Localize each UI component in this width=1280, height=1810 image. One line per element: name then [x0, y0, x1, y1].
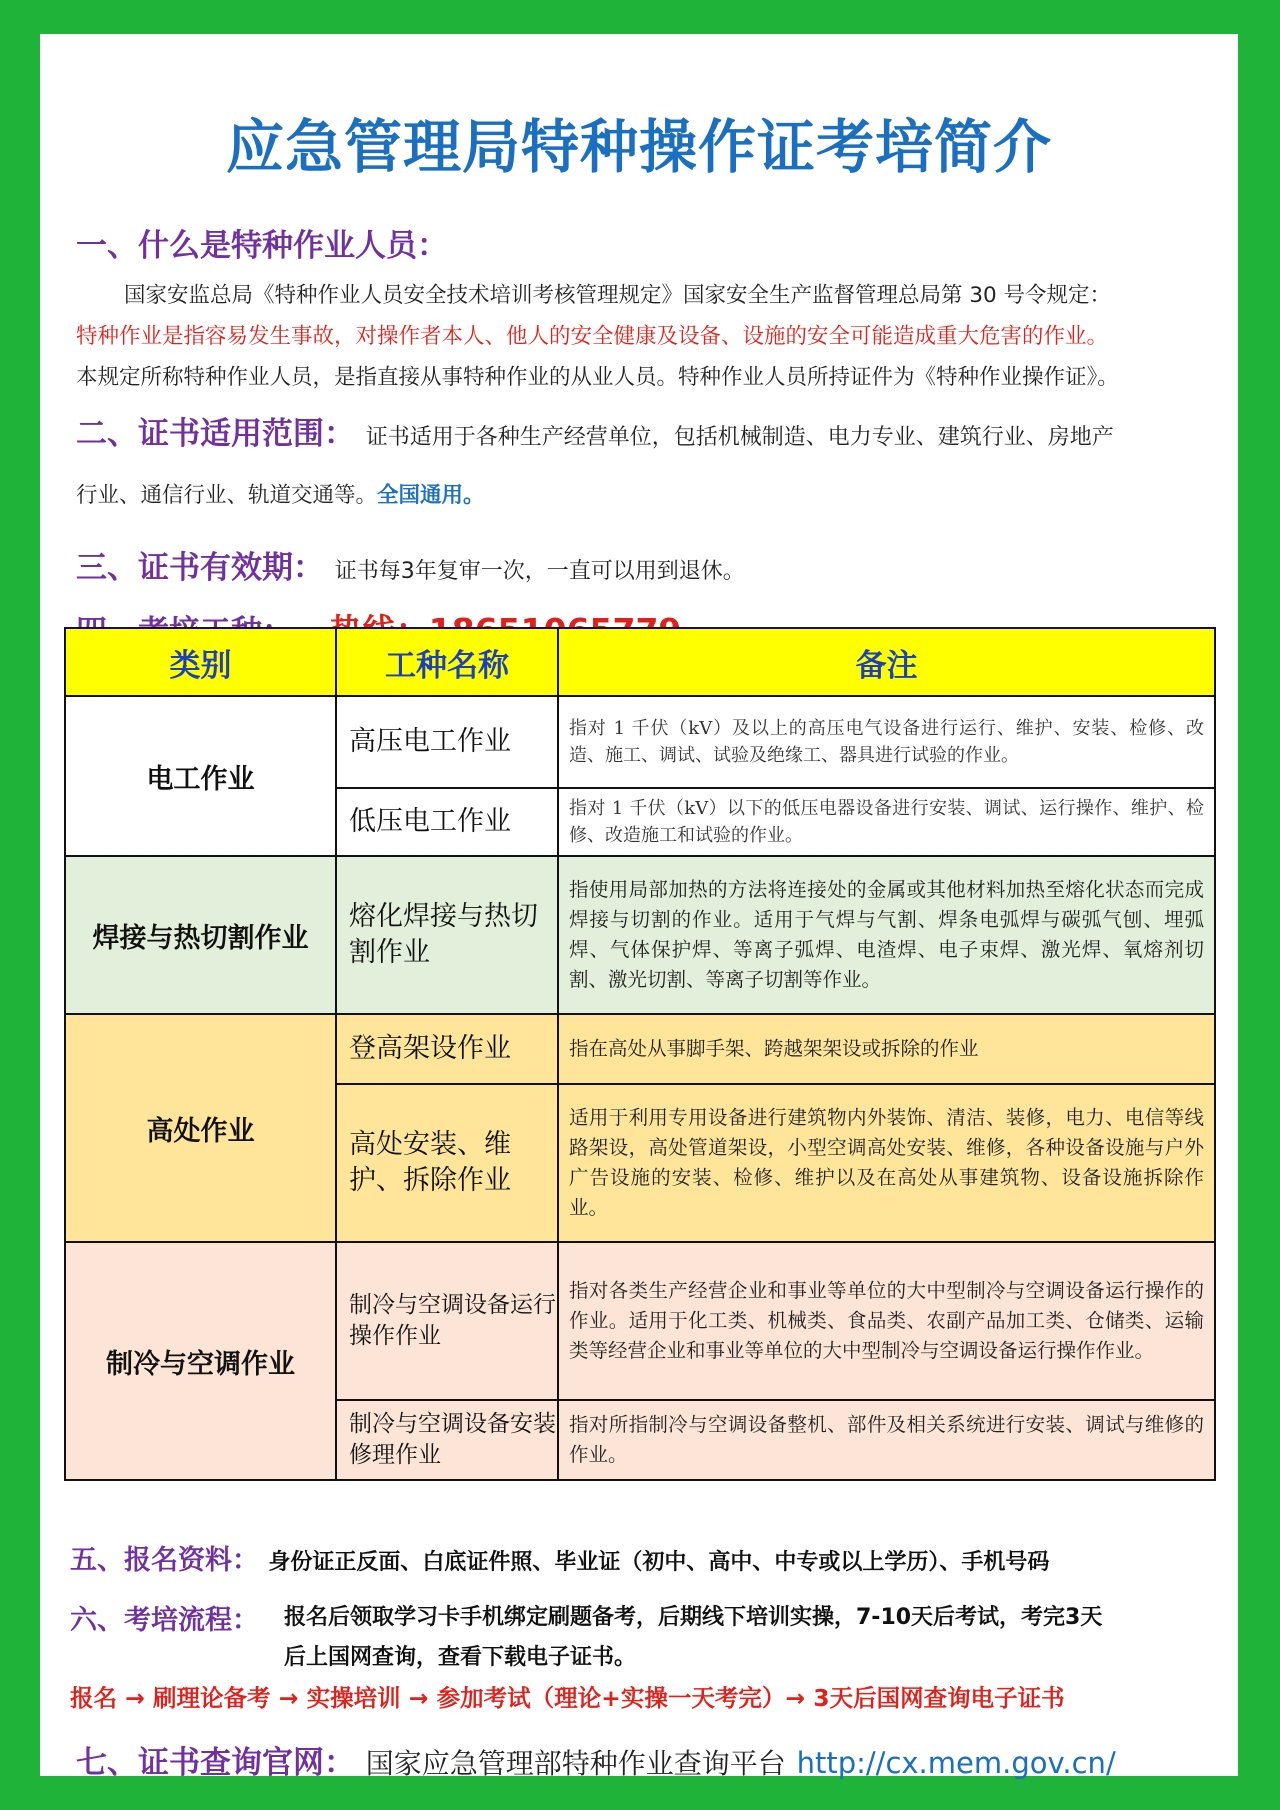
job-scaffolding: 登高架设作业 — [336, 1014, 558, 1084]
table-row — [65, 856, 1215, 1014]
section1-line1: 国家安监总局《特种作业人员安全技术培训考核管理规定》国家安全生产监督管理总局第 30 号令规定： — [124, 283, 1112, 308]
section2-text1: 证书适用于各种生产经营单位，包括机械制造、电力专业、建筑行业、房地产 — [365, 425, 1114, 450]
section3-row — [76, 542, 745, 587]
note-low-voltage: 指对 1 千伏（kV）以下的低压电器设备进行安装、调试、运行操作、维护、检修、改造施工和试验的作业。 — [558, 788, 1215, 856]
process-flow: 报名 → 刷理论备考 → 实操培训 → 参加考试（理论+实操一天考完）→ 3天后国网查询电子证书 — [70, 1684, 1065, 1712]
table-row — [65, 1242, 1215, 1400]
table-header-job: 工种名称 — [336, 628, 558, 696]
section3-text: 证书每3年复审一次，一直可以用到退休。 — [334, 559, 745, 584]
section2-heading-row — [76, 408, 1114, 453]
category-electric: 电工作业 — [65, 696, 336, 856]
section6-heading: 六、考培流程： — [70, 1605, 259, 1636]
section6-text2: 后上国网查询，查看下载电子证书。 — [284, 1645, 637, 1670]
job-refrigeration-repair: 制冷与空调设备安装修理作业 — [336, 1400, 558, 1480]
job-high-voltage: 高压电工作业 — [336, 696, 558, 788]
brochure-page — [40, 34, 1238, 1781]
note-welding: 指使用局部加热的方法将连接处的金属或其他材料加热至熔化状态而完成焊接与切割的作业。适用于气焊与气割、焊条电弧焊与碳弧气刨、埋弧焊、气体保护焊、等离子弧焊、电渣焊、电子束焊、激光焊、氧熔剂切割、激光切割、等离子切割等作业。 — [558, 856, 1215, 1014]
note-scaffolding: 指在高处从事脚手架、跨越架架设或拆除的作业 — [558, 1014, 1215, 1084]
note-refrigeration-operation: 指对各类生产经营企业和事业等单位的大中型制冷与空调设备运行操作的作业。适用于化工类、机械类、食品类、农副产品加工类、仓储类、运输类等经营企业和事业等单位的大中型制冷与空调设备运行操作作业。 — [558, 1242, 1215, 1400]
note-height-install: 适用于利用专用设备进行建筑物内外装饰、清洁、装修，电力、电信等线路架设，高处管道架设，小型空调高处安装、维修，各种设备设施与户外广告设施的安装、检修、维护以及在高处从事建筑物、设备设施拆除作业。 — [558, 1084, 1215, 1242]
page-title: 应急管理局特种操作证考培简介 — [225, 113, 1052, 181]
section3-heading: 三、证书有效期： — [76, 550, 324, 586]
section5-text: 身份证正反面、白底证件照、毕业证（初中、高中、中专或以上学历）、手机号码 — [268, 1550, 1050, 1575]
section5-heading: 五、报名资料： — [70, 1545, 259, 1576]
section1-line3: 本规定所称特种作业人员，是指直接从事特种作业的从业人员。特种作业人员所持证件为《特种作业操作证》。 — [76, 365, 1119, 390]
category-welding: 焊接与热切割作业 — [65, 856, 336, 1014]
section2-highlight: 全国通用。 — [377, 483, 485, 508]
job-types-table — [64, 627, 1216, 1481]
table-header-category: 类别 — [65, 628, 336, 696]
job-refrigeration-operation: 制冷与空调设备运行操作作业 — [336, 1242, 558, 1400]
section7-row — [76, 1737, 1116, 1782]
section2-text2: 行业、通信行业、轨道交通等。 — [76, 483, 378, 508]
table-row — [65, 696, 1215, 788]
note-refrigeration-repair: 指对所指制冷与空调设备整机、部件及相关系统进行安装、调试与维修的作业。 — [558, 1400, 1215, 1480]
category-height: 高处作业 — [65, 1014, 336, 1242]
job-welding: 熔化焊接与热切割作业 — [336, 856, 558, 1014]
note-high-voltage: 指对 1 千伏（kV）及以上的高压电气设备进行运行、维护、安装、检修、改造、施工、调试、试验及绝缘工、器具进行试验的作业。 — [558, 696, 1215, 788]
section7-heading: 七、证书查询官网： — [76, 1745, 355, 1781]
job-low-voltage: 低压电工作业 — [336, 788, 558, 856]
section1-heading: 一、什么是特种作业人员： — [76, 228, 448, 264]
query-platform: 国家应急管理部特种作业查询平台 — [365, 1747, 786, 1780]
section5-row — [70, 1538, 1049, 1577]
query-url-link[interactable]: http://cx.mem.gov.cn/ — [796, 1746, 1116, 1780]
section2-heading: 二、证书适用范围： — [76, 416, 355, 452]
table-row — [65, 1014, 1215, 1084]
category-refrigeration: 制冷与空调作业 — [65, 1242, 336, 1480]
section6-text1: 报名后领取学习卡手机绑定刷题备考，后期线下培训实操，7-10天后考试，考完3天 — [284, 1605, 1103, 1630]
section2-line2 — [76, 478, 1246, 509]
table-header-note: 备注 — [558, 628, 1215, 696]
job-height-install: 高处安装、维护、拆除作业 — [336, 1084, 558, 1242]
section1-line2: 特种作业是指容易发生事故，对操作者本人、他人的安全健康及设备、设施的安全可能造成重大危害的作业。 — [76, 324, 1109, 349]
